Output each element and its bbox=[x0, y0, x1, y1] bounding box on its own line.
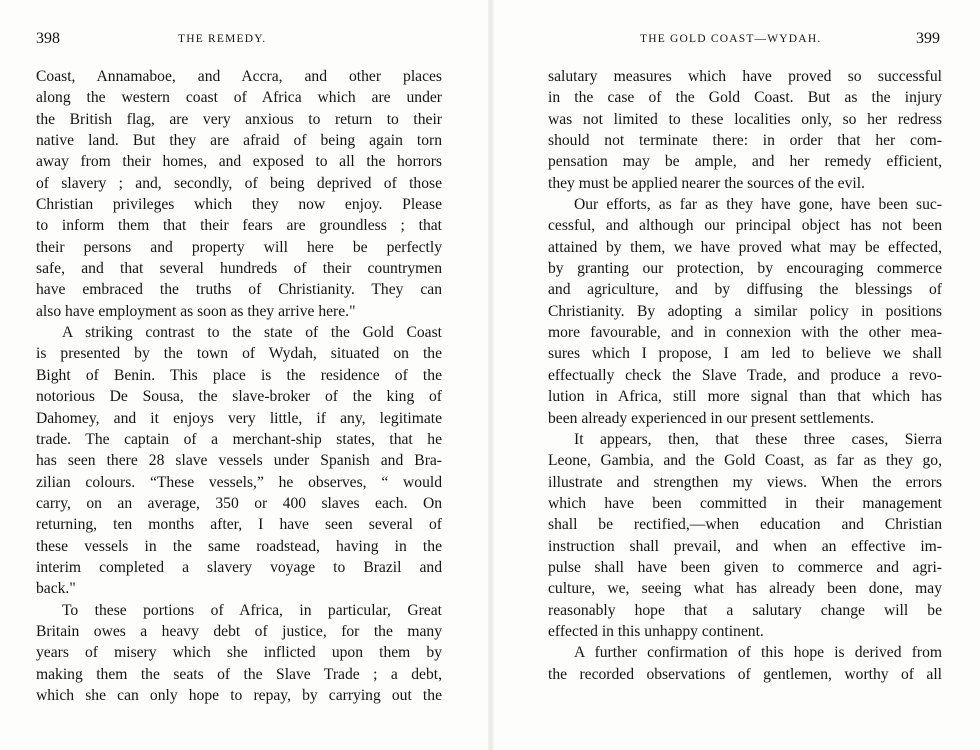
text-line: have embraced the truths of Christianity. They can bbox=[36, 281, 442, 299]
text-line: A further confirmation of this hope is derived from bbox=[574, 644, 942, 662]
text-line: cessful, and although our principal object has not been bbox=[548, 217, 942, 235]
left-running-head bbox=[36, 30, 442, 52]
text-line: A striking contrast to the state of the Gold Coast bbox=[62, 324, 442, 342]
text-line: was not limited to these localities only, so her redress bbox=[548, 110, 942, 128]
page-number: 399 bbox=[916, 30, 940, 47]
text-line: pulse shall have been given to commerce and agri- bbox=[548, 558, 942, 576]
running-title: THE GOLD COAST—WYDAH. bbox=[640, 33, 822, 45]
text-line: returning, ten months after, I have seen several of bbox=[36, 516, 442, 534]
text-line: It appears, then, that these three cases, Sierra bbox=[574, 430, 942, 448]
text-line: illustrate and strengthen my views. When the errors bbox=[548, 473, 942, 491]
text-line: attained by them, we have proved what may be effected, bbox=[548, 238, 942, 256]
text-line: notorious De Sousa, the slave-broker of the king of bbox=[36, 388, 442, 406]
text-line: effected in this unhappy continent. bbox=[548, 622, 764, 640]
text-line: reasonably hope that a salutary change will be bbox=[548, 601, 942, 619]
page-number: 398 bbox=[36, 30, 60, 47]
text-line: lution in Africa, still more signal than that which has bbox=[548, 388, 942, 406]
text-line: instruction shall prevail, and when an effective im- bbox=[548, 537, 942, 555]
text-line: Christianity. By adopting a similar policy in positions bbox=[548, 302, 942, 320]
text-line: carry, on an average, 350 or 400 slaves each. On bbox=[36, 494, 442, 512]
text-line: their persons and property will here be perfectly bbox=[36, 238, 442, 256]
text-line: which she can only hope to repay, by carrying out the bbox=[36, 686, 442, 704]
text-line: salutary measures which have proved so successful bbox=[548, 68, 942, 85]
text-line: has seen there 28 slave vessels under Spanish and Bra- bbox=[36, 452, 442, 470]
text-line: been already experienced in our present settlements. bbox=[548, 409, 875, 427]
text-line: the British flag, are very anxious to return to their bbox=[36, 110, 442, 128]
text-line: along the western coast of Africa which are under bbox=[36, 89, 442, 107]
right-page bbox=[548, 0, 942, 750]
text-line: back." bbox=[36, 580, 76, 598]
text-line: To these portions of Africa, in particular, Great bbox=[62, 601, 442, 619]
text-line: also have employment as soon as they arrive here." bbox=[36, 302, 356, 320]
text-line: and agriculture, and by diffusing the blessings of bbox=[548, 281, 942, 299]
text-line: should not terminate there: in order that her com- bbox=[548, 132, 942, 150]
text-line: Coast, Annamaboe, and Accra, and other places bbox=[36, 68, 442, 85]
text-line: shall be rectified,—when education and Christian bbox=[548, 516, 942, 534]
text-line: making them the seats of the Slave Trade ; a debt, bbox=[36, 665, 442, 683]
text-line: away from their homes, and exposed to all the horrors bbox=[36, 153, 442, 171]
text-line: sures which I propose, I am led to believe we shall bbox=[548, 345, 942, 363]
left-page bbox=[36, 0, 442, 750]
text-line: the recorded observations of gentlemen, worthy of all bbox=[548, 665, 942, 683]
text-line: Britain owes a heavy debt of justice, for the many bbox=[36, 622, 442, 640]
text-line: to inform them that their fears are groundless ; that bbox=[36, 217, 442, 235]
text-line: effectually check the Slave Trade, and produce a revo- bbox=[548, 366, 942, 384]
text-line: years of misery which she inflicted upon them by bbox=[36, 644, 442, 662]
text-line: interim completed a slavery voyage to Brazil and bbox=[36, 558, 442, 576]
text-line: Our efforts, as far as they have gone, have been suc- bbox=[574, 196, 942, 214]
text-line: Dahomey, and it enjoys very little, if any, legitimate bbox=[36, 409, 442, 427]
running-title: THE REMEDY. bbox=[178, 33, 267, 45]
text-line: Bight of Benin. This place is the residence of the bbox=[36, 366, 442, 384]
text-line: trade. The captain of a merchant-ship states, that he bbox=[36, 430, 442, 448]
text-line: in the case of the Gold Coast. But as the injury bbox=[548, 89, 942, 107]
text-line: which have been committed in their management bbox=[548, 494, 942, 512]
right-page-text bbox=[548, 66, 942, 685]
text-line: pensation may be ample, and her remedy efficient, bbox=[548, 153, 942, 171]
text-line: safe, and that several hundreds of their countrymen bbox=[36, 260, 442, 278]
right-running-head bbox=[548, 30, 942, 52]
text-line: culture, we, seeing what has already been done, may bbox=[548, 580, 942, 598]
text-line: Leone, Gambia, and the Gold Coast, as far as they go, bbox=[548, 452, 942, 470]
text-line: of slavery ; and, secondly, of being deprived of those bbox=[36, 174, 442, 192]
text-line: is presented by the town of Wydah, situated on the bbox=[36, 345, 442, 363]
text-line: more favourable, and in connexion with the other mea- bbox=[548, 324, 942, 342]
text-line: they must be applied nearer the sources of the evil. bbox=[548, 174, 865, 192]
text-line: Christian privileges which they now enjoy. Please bbox=[36, 196, 442, 214]
left-page-text bbox=[36, 66, 442, 706]
text-line: these vessels in the same roadstead, having in the bbox=[36, 537, 442, 555]
text-line: by granting our protection, by encouraging commerce bbox=[548, 260, 942, 278]
text-line: native land. But they are afraid of being again torn bbox=[36, 132, 442, 150]
book-gutter bbox=[488, 0, 494, 750]
text-line: zilian colours. “These vessels,” he observes, “ would bbox=[36, 473, 442, 491]
